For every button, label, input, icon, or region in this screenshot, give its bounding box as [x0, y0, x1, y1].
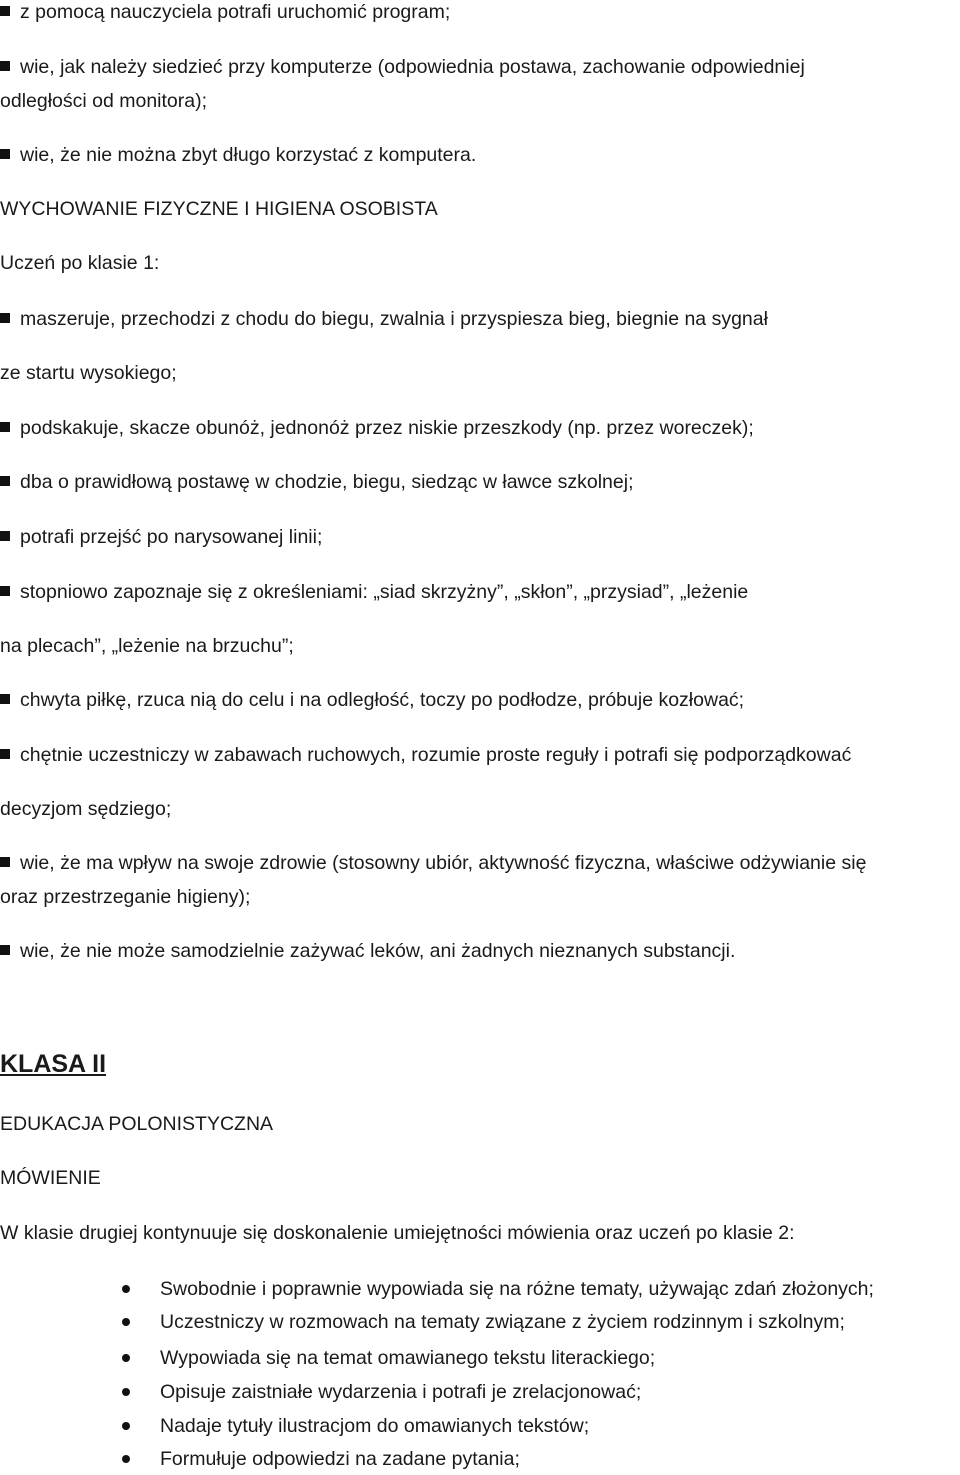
- bullet-item: wie, że nie może samodzielnie zażywać leków, ani żadnych nieznanych substancji.: [0, 939, 735, 963]
- bullet-item: podskakuje, skacze obunóż, jednonóż przez niskie przeszkody (np. przez woreczek);: [0, 416, 754, 440]
- square-bullet-icon: [0, 149, 10, 159]
- bullet-item: potrafi przejść po narysowanej linii;: [0, 525, 322, 549]
- bullet-item: stopniowo zapoznaje się z określeniami: „siad skrzyżny”, „skłon”, „przysiad”, „leżenie: [0, 580, 748, 604]
- bullet-continuation: decyzjom sędziego;: [0, 798, 172, 820]
- square-bullet-icon: [0, 422, 10, 432]
- section-intro: W klasie drugiej kontynuuje się doskonalenie umiejętności mówienia oraz uczeń po klasie 2:: [0, 1222, 795, 1244]
- section-intro: Uczeń po klasie 1:: [0, 252, 160, 274]
- square-bullet-icon: [0, 313, 10, 323]
- list-item: Opisuje zaistniałe wydarzenia i potrafi je zrelacjonować;: [160, 1381, 642, 1403]
- list-item: Nadaje tytuły ilustracjom do omawianych tekstów;: [160, 1415, 590, 1437]
- square-bullet-icon: [0, 531, 10, 541]
- section-heading: WYCHOWANIE FIZYCZNE I HIGIENA OSOBISTA: [0, 198, 438, 220]
- bullet-continuation: na plecach”, „leżenie na brzuchu”;: [0, 635, 294, 657]
- list-item: Wypowiada się na temat omawianego tekstu literackiego;: [160, 1347, 656, 1369]
- bullet-item: chwyta piłkę, rzuca nią do celu i na odległość, toczy po podłodze, próbuje kozłować;: [0, 688, 744, 712]
- list-item: Formułuje odpowiedzi na zadane pytania;: [160, 1448, 520, 1470]
- bullet-item: wie, że nie można zbyt długo korzystać z komputera.: [0, 143, 476, 167]
- bullet-continuation: ze startu wysokiego;: [0, 362, 177, 384]
- square-bullet-icon: [0, 476, 10, 486]
- bullet-continuation: odległości od monitora);: [0, 90, 208, 112]
- square-bullet-icon: [0, 857, 10, 867]
- bullet-item: maszeruje, przechodzi z chodu do biegu, zwalnia i przyspiesza bieg, biegnie na sygnał: [0, 307, 768, 331]
- bullet-item: chętnie uczestniczy w zabawach ruchowych, rozumie proste reguły i potrafi się podporządkować: [0, 743, 851, 767]
- class-title: KLASA II: [0, 1050, 107, 1078]
- bullet-continuation: oraz przestrzeganie higieny);: [0, 886, 251, 908]
- list-item: Uczestniczy w rozmowach na tematy związane z życiem rodzinnym i szkolnym;: [160, 1311, 845, 1333]
- bullet-item: dba o prawidłową postawę w chodzie, biegu, siedząc w ławce szkolnej;: [0, 470, 634, 494]
- subsection-heading: MÓWIENIE: [0, 1167, 101, 1189]
- square-bullet-icon: [0, 694, 10, 704]
- square-bullet-icon: [0, 586, 10, 596]
- bullet-item: wie, jak należy siedzieć przy komputerze (odpowiednia postawa, zachowanie odpowiedniej: [0, 55, 805, 79]
- square-bullet-icon: [0, 749, 10, 759]
- square-bullet-icon: [0, 6, 10, 16]
- subject-heading: EDUKACJA POLONISTYCZNA: [0, 1113, 274, 1135]
- bullet-item: wie, że ma wpływ na swoje zdrowie (stosowny ubiór, aktywność fizyczna, właściwe odżywianie się: [0, 851, 866, 875]
- bullet-item: z pomocą nauczyciela potrafi uruchomić program;: [0, 0, 450, 24]
- list-item: Swobodnie i poprawnie wypowiada się na różne tematy, używając zdań złożonych;: [160, 1278, 874, 1300]
- square-bullet-icon: [0, 945, 10, 955]
- square-bullet-icon: [0, 61, 10, 71]
